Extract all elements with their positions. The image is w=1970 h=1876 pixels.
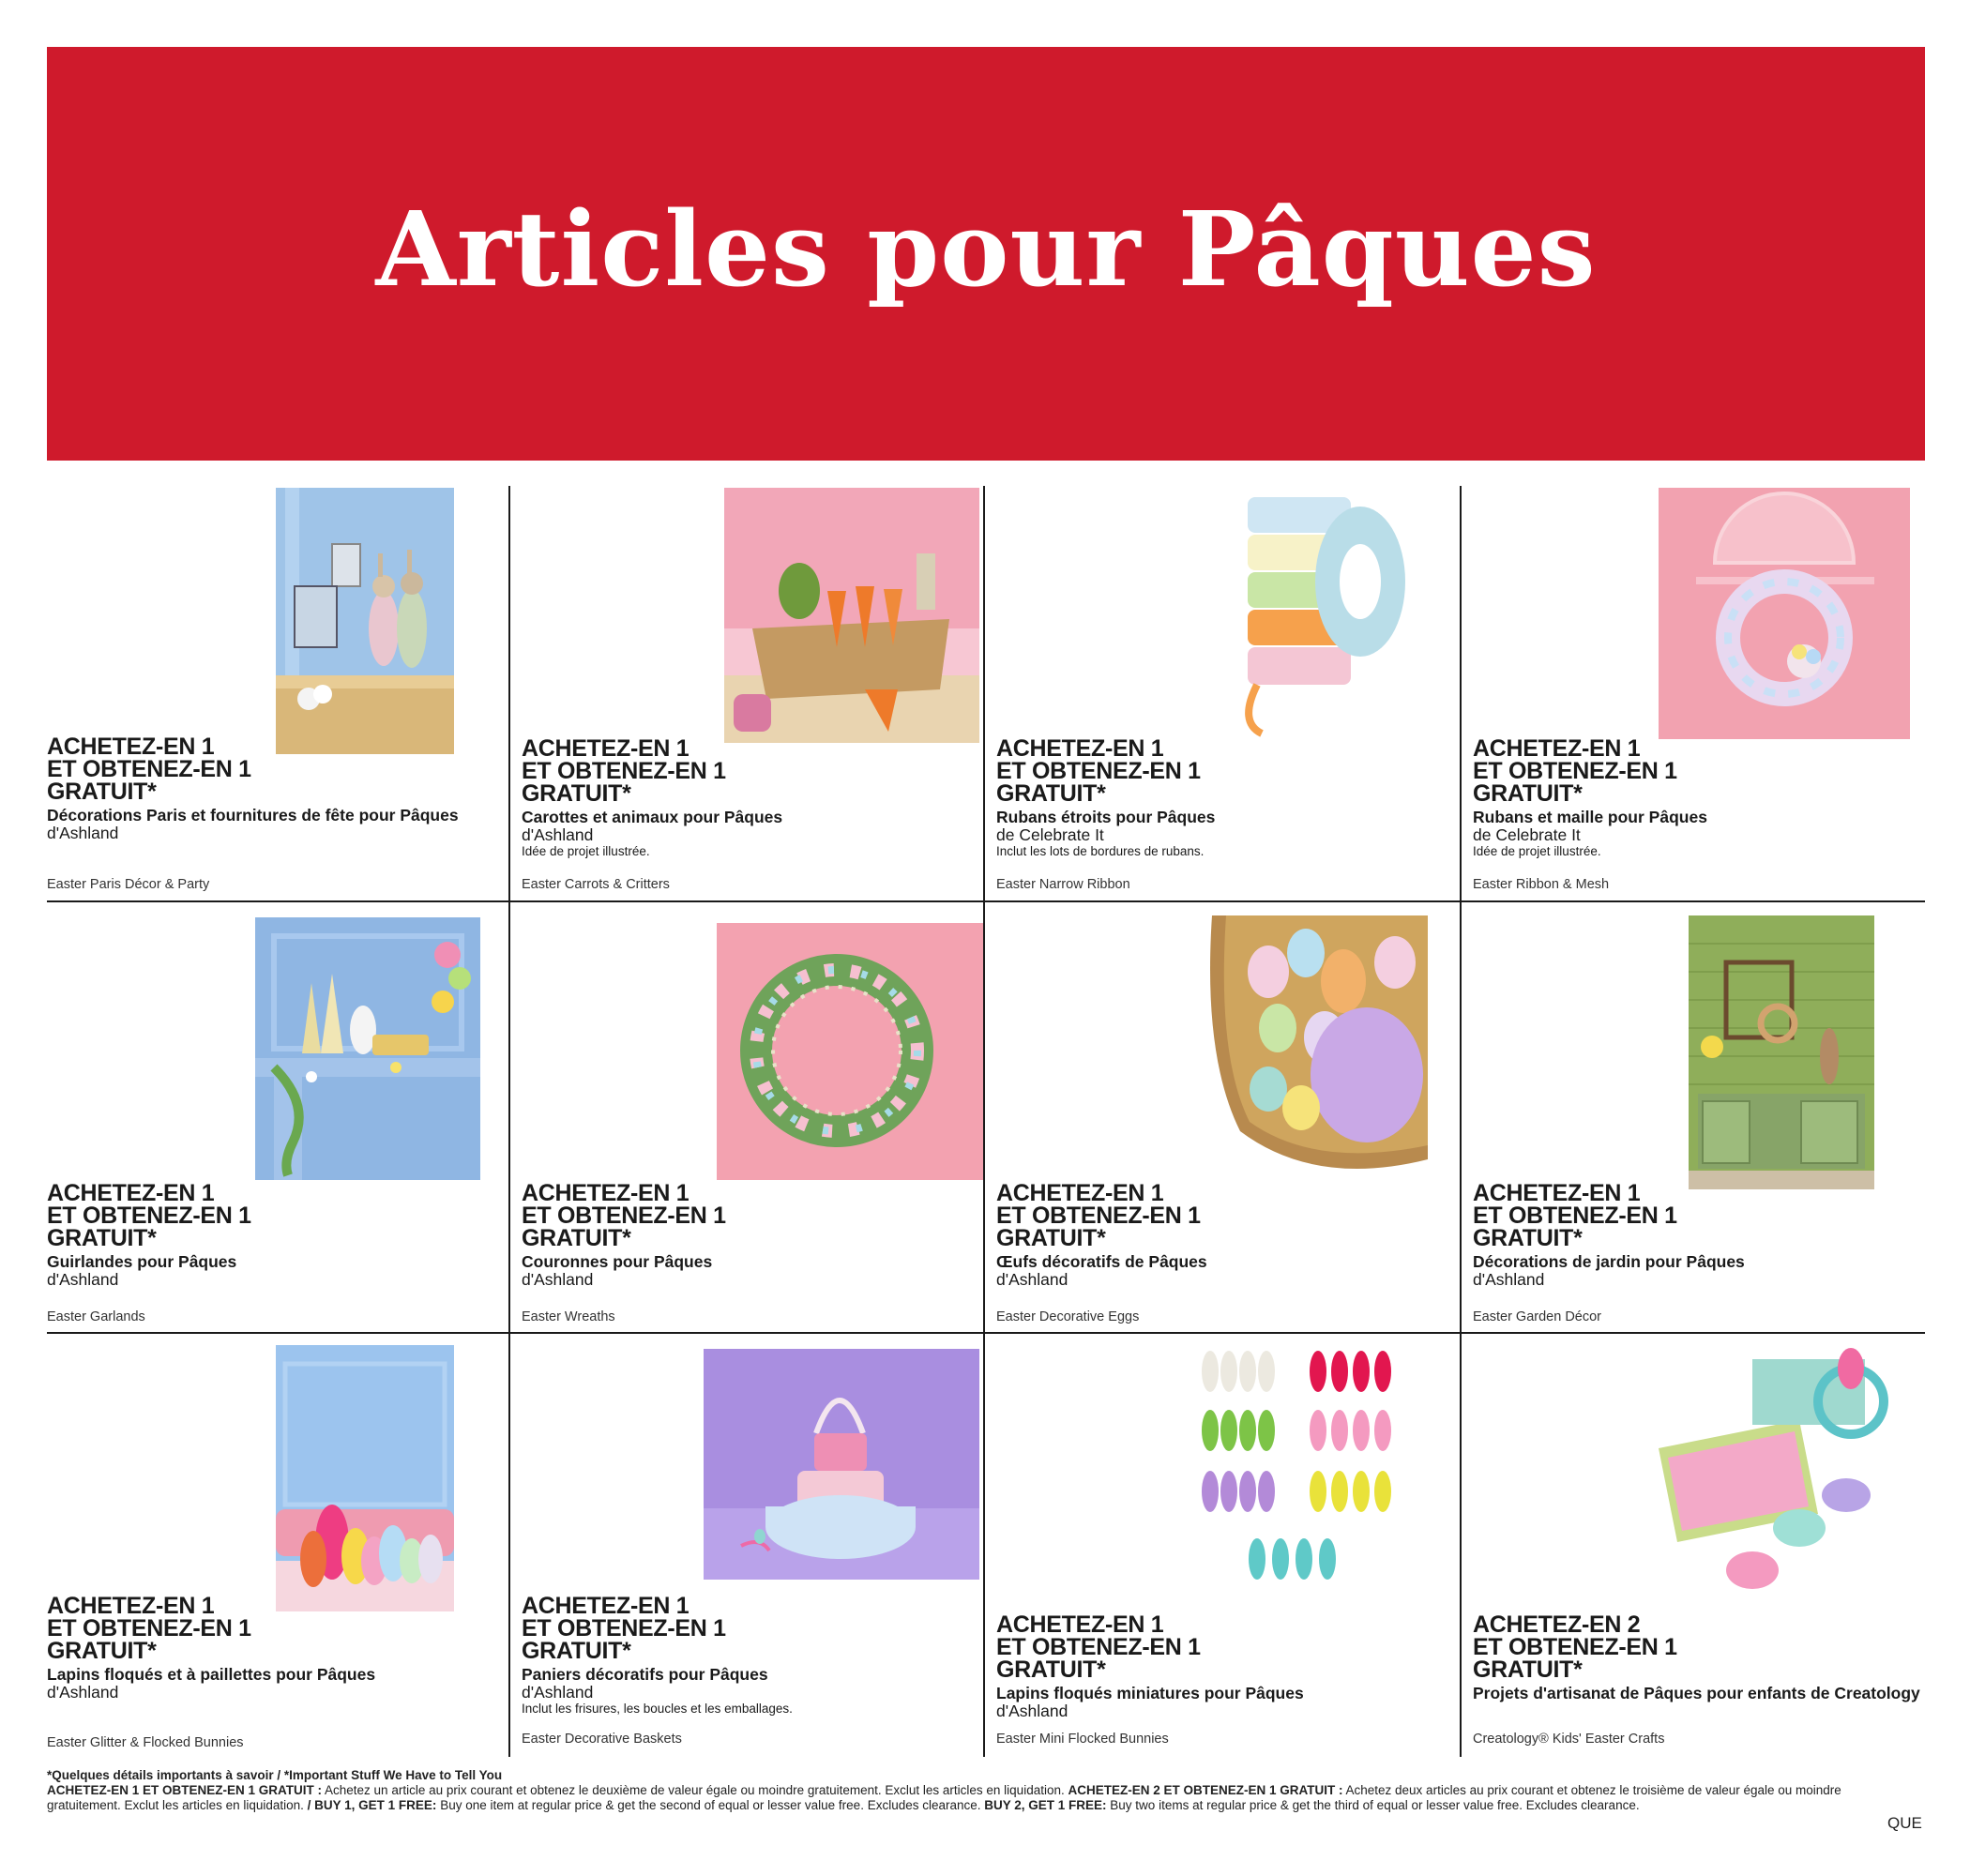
offer-label: ACHETEZ-EN 1 ET OBTENEZ-EN 1 GRATUIT* <box>1473 1180 1677 1251</box>
offer-label: ACHETEZ-EN 1 ET OBTENEZ-EN 1 GRATUIT* <box>47 1593 251 1664</box>
product-brand: de Celebrate It <box>1473 825 1581 844</box>
product-row <box>47 1334 1925 1757</box>
product-english-name: Easter Ribbon & Mesh <box>1473 877 1610 892</box>
offer-label: ACHETEZ-EN 1 ET OBTENEZ-EN 1 GRATUIT* <box>996 735 1201 807</box>
product-english-name: Easter Garden Décor <box>1473 1309 1602 1324</box>
product-card[interactable] <box>47 486 508 900</box>
product-note: Inclut les frisures, les boucles et les emballages. <box>522 1702 793 1716</box>
product-english-name: Easter Narrow Ribbon <box>996 877 1130 892</box>
kids-crafts-photo <box>1640 1345 1912 1598</box>
glitter-bunnies-photo <box>276 1345 454 1611</box>
fine-print-label: ACHETEZ-EN 1 ET OBTENEZ-EN 1 GRATUIT : <box>47 1783 323 1797</box>
product-card[interactable] <box>508 1334 985 1757</box>
product-name: Décorations Paris et fournitures de fête pour Pâques <box>47 806 459 825</box>
product-brand: d'Ashland <box>47 824 119 842</box>
product-english-name: Easter Carrots & Critters <box>522 877 670 892</box>
product-english-name: Easter Glitter & Flocked Bunnies <box>47 1735 244 1750</box>
product-note: Inclut les lots de bordures de rubans. <box>996 844 1205 858</box>
offer-label: ACHETEZ-EN 1 ET OBTENEZ-EN 1 GRATUIT* <box>522 735 726 807</box>
offer-label: ACHETEZ-EN 1 ET OBTENEZ-EN 1 GRATUIT* <box>47 1180 251 1251</box>
product-row <box>47 486 1925 902</box>
narrow-ribbon-photo <box>1220 488 1407 739</box>
fine-print-label: / BUY 1, GET 1 FREE: <box>307 1798 437 1812</box>
decorative-eggs-photo <box>1203 915 1428 1178</box>
fine-print-text: Buy two items at regular price & get the third of equal or lesser value free. Excludes clearance. <box>1106 1798 1640 1812</box>
product-row <box>47 902 1925 1334</box>
decorative-baskets-photo <box>704 1349 979 1580</box>
offer-label: ACHETEZ-EN 1 ET OBTENEZ-EN 1 GRATUIT* <box>522 1593 726 1664</box>
product-name: Lapins floqués et à paillettes pour Pâques <box>47 1665 376 1684</box>
product-card[interactable] <box>983 902 1462 1332</box>
product-card[interactable] <box>508 486 985 900</box>
product-card[interactable] <box>47 902 508 1332</box>
offer-label: ACHETEZ-EN 2 ET OBTENEZ-EN 1 GRATUIT* <box>1473 1611 1677 1683</box>
product-card[interactable] <box>508 902 985 1332</box>
product-english-name: Easter Decorative Baskets <box>522 1732 682 1747</box>
product-note: Idée de projet illustrée. <box>522 844 650 858</box>
product-name: Rubans et maille pour Pâques <box>1473 808 1707 826</box>
paris-decor-photo <box>276 488 454 754</box>
fine-print-text: Achetez deux articles au prix courant et obtenez le troisième de valeur égale ou moindre gratuitement. Exclut les articles en liquidation. <box>47 1783 1841 1812</box>
offer-label: ACHETEZ-EN 1 ET OBTENEZ-EN 1 GRATUIT* <box>996 1611 1201 1683</box>
product-name: Paniers décoratifs pour Pâques <box>522 1665 768 1684</box>
product-english-name: Creatology® Kids' Easter Crafts <box>1473 1732 1665 1747</box>
product-grid <box>47 486 1925 1757</box>
product-brand: d'Ashland <box>1473 1270 1545 1289</box>
fine-print-text: Buy one item at regular price & get the second of equal or lesser value free. Excludes clearance. <box>436 1798 985 1812</box>
product-brand: de Celebrate It <box>996 825 1104 844</box>
product-card[interactable] <box>47 1334 508 1757</box>
ribbon-mesh-wreath-photo <box>1659 488 1910 739</box>
product-card[interactable] <box>983 486 1462 900</box>
product-brand: d'Ashland <box>522 1683 594 1702</box>
product-brand: d'Ashland <box>47 1270 119 1289</box>
product-card[interactable] <box>1460 486 1927 900</box>
region-code: QUE <box>1887 1814 1922 1832</box>
product-brand: d'Ashland <box>47 1683 119 1702</box>
product-note: Idée de projet illustrée. <box>1473 844 1601 858</box>
header-banner <box>47 47 1925 461</box>
fine-print-label: BUY 2, GET 1 FREE: <box>984 1798 1107 1812</box>
product-english-name: Easter Garlands <box>47 1309 145 1324</box>
product-english-name: Easter Mini Flocked Bunnies <box>996 1732 1169 1747</box>
product-english-name: Easter Wreaths <box>522 1309 615 1324</box>
offer-label: ACHETEZ-EN 1 ET OBTENEZ-EN 1 GRATUIT* <box>47 734 251 805</box>
garden-decor-photo <box>1689 915 1874 1189</box>
product-name: Projets d'artisanat de Pâques pour enfants de Creatology <box>1473 1684 1920 1702</box>
product-brand: d'Ashland <box>522 825 594 844</box>
product-name: Décorations de jardin pour Pâques <box>1473 1252 1745 1271</box>
garland-mantel-photo <box>255 917 480 1180</box>
product-english-name: Easter Decorative Eggs <box>996 1309 1140 1324</box>
product-name: Couronnes pour Pâques <box>522 1252 713 1271</box>
carrots-critters-photo <box>724 488 979 743</box>
offer-label: ACHETEZ-EN 1 ET OBTENEZ-EN 1 GRATUIT* <box>522 1180 726 1251</box>
product-brand: d'Ashland <box>996 1270 1068 1289</box>
product-card[interactable] <box>1460 1334 1927 1757</box>
product-name: Œufs décoratifs de Pâques <box>996 1252 1207 1271</box>
mini-bunnies-photo <box>1191 1341 1433 1613</box>
product-name: Rubans étroits pour Pâques <box>996 808 1216 826</box>
product-name: Lapins floqués miniatures pour Pâques <box>996 1684 1304 1702</box>
page-title: Articles pour Pâques <box>375 189 1597 310</box>
offer-label: ACHETEZ-EN 1 ET OBTENEZ-EN 1 GRATUIT* <box>1473 735 1677 807</box>
product-card[interactable] <box>1460 902 1927 1332</box>
tulip-egg-wreath-photo <box>717 923 985 1180</box>
fine-print-heading: *Quelques détails importants à savoir / *Important Stuff We Have to Tell You <box>47 1768 503 1782</box>
offer-label: ACHETEZ-EN 1 ET OBTENEZ-EN 1 GRATUIT* <box>996 1180 1201 1251</box>
product-name: Carottes et animaux pour Pâques <box>522 808 783 826</box>
fine-print-text: Achetez un article au prix courant et obtenez le deuxième de valeur égale ou moindre gratuitement. Exclut les articles en liquidation. <box>322 1783 1068 1797</box>
fine-print-label: ACHETEZ-EN 2 ET OBTENEZ-EN 1 GRATUIT : <box>1068 1783 1343 1797</box>
product-brand: d'Ashland <box>996 1702 1068 1720</box>
product-english-name: Easter Paris Décor & Party <box>47 877 210 892</box>
product-brand: d'Ashland <box>522 1270 594 1289</box>
product-card[interactable] <box>983 1334 1462 1757</box>
product-name: Guirlandes pour Pâques <box>47 1252 237 1271</box>
fine-print <box>47 1768 1857 1813</box>
